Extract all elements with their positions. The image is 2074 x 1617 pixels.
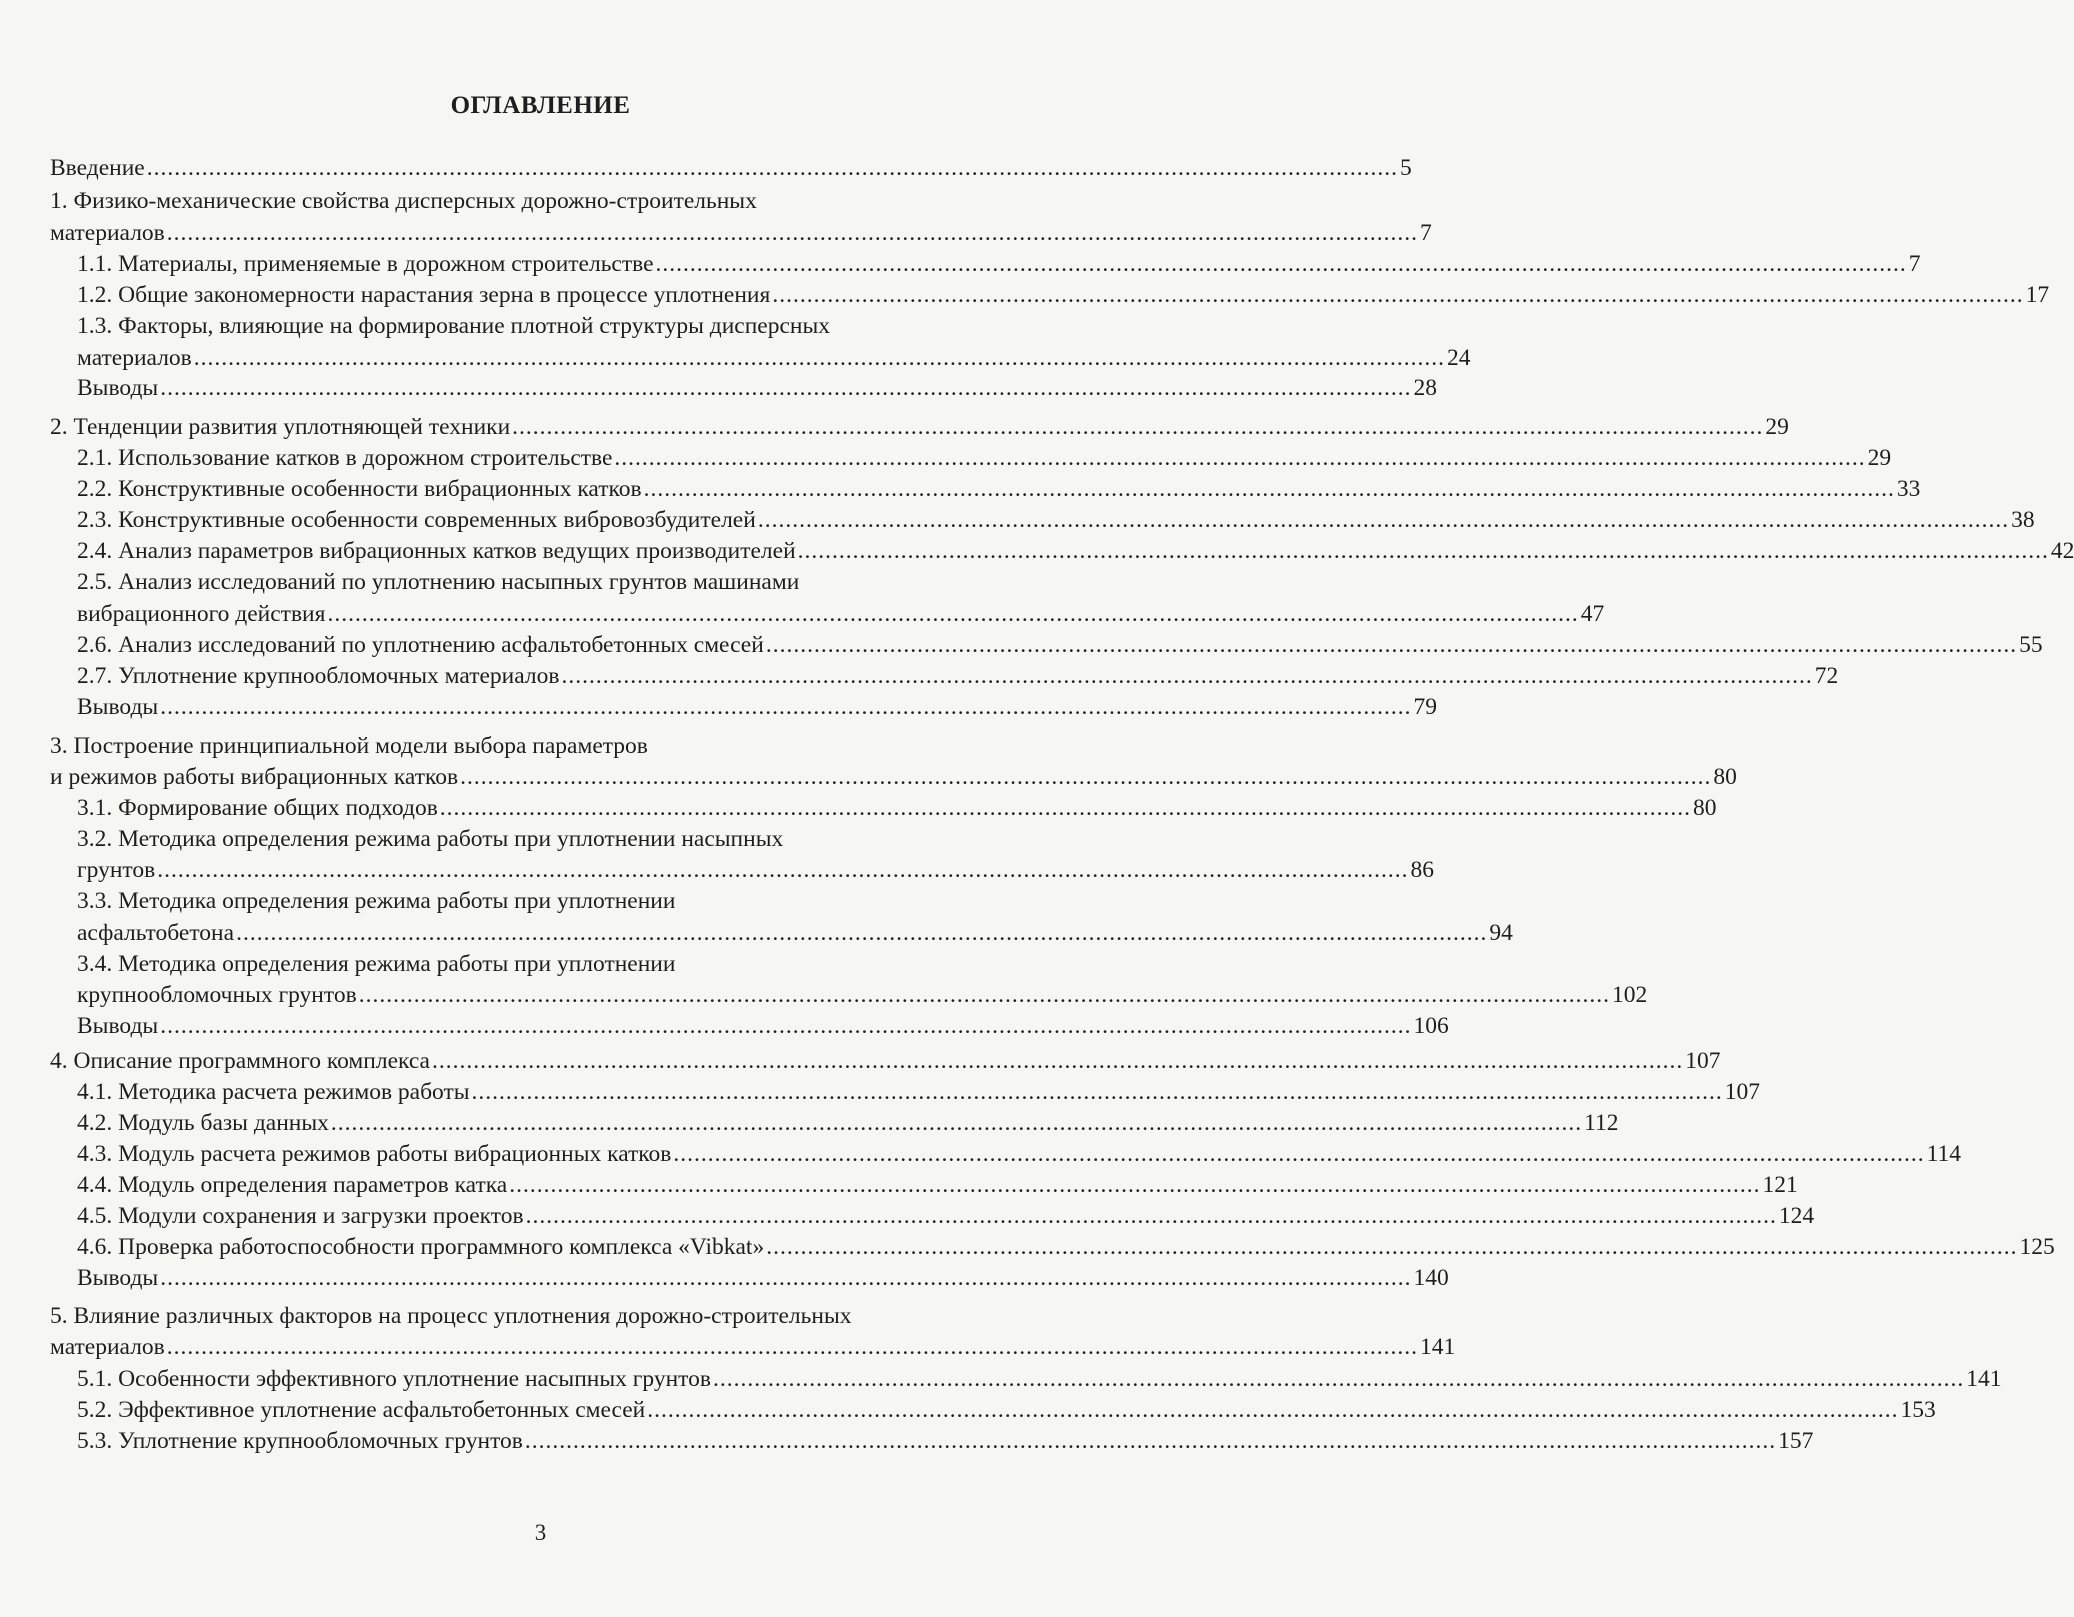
toc-entry-title: вибрационного действия: [77, 601, 326, 627]
dot-leader: ......................................................................................................................................................................................: [673, 1141, 1925, 1167]
toc-entry-title: 4.5. Модули сохранения и загрузки проектов: [77, 1203, 524, 1229]
toc-entry-title: 2. Тенденции развития уплотняющей техники: [50, 414, 511, 440]
toc-entry: [77, 1170, 1798, 1201]
toc-entry-page: 79: [1413, 694, 1437, 720]
dot-leader: ......................................................................................................................................................................................: [157, 857, 1409, 883]
dot-leader: ......................................................................................................................................................................................: [512, 414, 1764, 440]
toc-entry: [77, 1263, 1449, 1294]
page-number: 3: [534, 1520, 547, 1545]
toc-entry-page: 124: [1778, 1203, 1815, 1229]
dot-leader: ......................................................................................................................................................................................: [146, 155, 1398, 181]
toc-entry-title: крупнообломочных грунтов: [77, 982, 357, 1008]
toc-entry-title: 5.2. Эффективное уплотнение асфальтобетонных смесей: [77, 1397, 646, 1423]
dot-leader: ......................................................................................................................................................................................: [431, 1048, 1684, 1074]
dot-leader: ......................................................................................................................................................................................: [772, 282, 2024, 308]
dot-leader: ......................................................................................................................................................................................: [712, 1366, 1965, 1392]
dot-leader: ......................................................................................................................................................................................: [471, 1079, 1723, 1105]
dot-leader: ......................................................................................................................................................................................: [160, 1013, 1412, 1039]
toc-entry-page: 80: [1693, 795, 1717, 821]
toc-entry: [77, 536, 2074, 567]
toc-entry-title: и режимов работы вибрационных катков: [50, 764, 459, 790]
toc-entry-title: 2.1. Использование катков в дорожном строительстве: [77, 445, 613, 471]
toc-entry-title: Выводы: [77, 694, 159, 720]
toc-entry: [50, 1332, 1456, 1363]
toc-entry-title: 3.1. Формирование общих подходов: [77, 795, 438, 821]
toc-entry: [50, 1046, 1721, 1077]
toc-entry-first-line: 5. Влияние различных факторов на процесс уплотнения дорожно-строительных: [50, 1303, 852, 1329]
toc-entry-page: 107: [1724, 1079, 1761, 1105]
dot-leader: ......................................................................................................................................................................................: [460, 764, 1712, 790]
toc-entry-title: 4. Описание программного комплекса: [50, 1048, 430, 1074]
toc-entry: [77, 855, 1434, 886]
toc-entry: [77, 980, 1648, 1011]
toc-entry-page: 157: [1778, 1428, 1814, 1454]
toc-entry-page: 140: [1413, 1265, 1449, 1291]
toc-entry: [77, 1077, 1761, 1108]
dot-leader: ......................................................................................................................................................................................: [614, 445, 1866, 471]
toc-entry-page: 33: [1896, 476, 1921, 502]
dot-leader: ......................................................................................................................................................................................: [655, 251, 1907, 277]
toc-entry-page: 114: [1926, 1141, 1961, 1167]
dot-leader: ......................................................................................................................................................................................: [160, 375, 1412, 401]
toc-entry-page: 80: [1713, 764, 1737, 790]
toc-entry-title: 5.3. Уплотнение крупнообломочных грунтов: [77, 1428, 523, 1454]
toc-entry-first-line: 3.4. Методика определения режима работы при уплотнении: [77, 951, 676, 977]
toc-entry-page: 121: [1762, 1172, 1798, 1198]
toc-entry: [77, 280, 2050, 311]
toc-entry-page: 5: [1399, 155, 1412, 181]
toc-entry: [77, 1426, 1814, 1457]
toc-entry-first-line: 1. Физико-механические свойства дисперсных дорожно-строительных: [50, 188, 757, 214]
dot-leader: ......................................................................................................................................................................................: [160, 694, 1412, 720]
toc-entry-page: 55: [2019, 632, 2043, 658]
toc-entry-title: Выводы: [77, 1013, 159, 1039]
toc-entry: [77, 661, 1839, 692]
toc-entry-title: 2.6. Анализ исследований по уплотнению асфальтобетонных смесей: [77, 632, 764, 658]
dot-leader: ......................................................................................................................................................................................: [166, 220, 1419, 246]
toc-entry: [77, 1364, 2002, 1395]
toc-entry-page: 29: [1867, 445, 1892, 471]
toc-entry-page: 125: [2019, 1234, 2055, 1260]
toc-entry-page: 42: [2050, 538, 2074, 564]
toc-entry-title: 4.6. Проверка работоспособности программного комплекса «Vibkat»: [77, 1234, 765, 1260]
toc-entry-title: асфальтобетона: [77, 920, 235, 946]
toc-entry-title: Выводы: [77, 375, 159, 401]
dot-leader: ......................................................................................................................................................................................: [193, 345, 1446, 371]
dot-leader: ......................................................................................................................................................................................: [439, 795, 1692, 821]
toc-entry-page: 29: [1765, 414, 1789, 440]
toc-entry: [77, 1232, 2055, 1263]
dot-leader: ......................................................................................................................................................................................: [524, 1428, 1777, 1454]
toc-entry-title: 2.3. Конструктивные особенности современных вибровозбудителей: [77, 507, 756, 533]
dot-leader: ......................................................................................................................................................................................: [509, 1172, 1761, 1198]
toc-entry-title: 1.2. Общие закономерности нарастания зерна в процессе уплотнения: [77, 282, 771, 308]
toc-entry-page: 141: [1420, 1334, 1456, 1360]
toc-entry-title: материалов: [77, 345, 192, 371]
toc-entry-title: 4.1. Методика расчета режимов работы: [77, 1079, 470, 1105]
toc-entry: [77, 1011, 1449, 1042]
toc-entry-first-line: 3.2. Методика определения режима работы при уплотнении насыпных: [77, 826, 784, 852]
toc-entry: [77, 1395, 1936, 1426]
toc-entry-page: 102: [1611, 982, 1648, 1008]
toc-entry-title: 2.2. Конструктивные особенности вибрационных катков: [77, 476, 642, 502]
toc-entry: [50, 412, 1789, 443]
toc-entry-page: 38: [2011, 507, 2035, 533]
dot-leader: ......................................................................................................................................................................................: [330, 1110, 1583, 1136]
dot-leader: ......................................................................................................................................................................................: [765, 632, 2018, 658]
toc-entry: [77, 599, 1605, 630]
toc-entry-page: 141: [1966, 1366, 2002, 1392]
toc-entry: [50, 762, 1737, 793]
toc-entry: [77, 692, 1437, 723]
toc-entry: [77, 373, 1437, 404]
toc-entry-page: 106: [1413, 1013, 1449, 1039]
toc-entry-page: 24: [1447, 345, 1471, 371]
dot-leader: ......................................................................................................................................................................................: [525, 1203, 1777, 1229]
toc-entry-title: 1.1. Материалы, применяемые в дорожном строительстве: [77, 251, 654, 277]
toc-entry: [50, 218, 1432, 249]
dot-leader: ......................................................................................................................................................................................: [643, 476, 1895, 502]
dot-leader: ......................................................................................................................................................................................: [160, 1265, 1412, 1291]
toc-entry: [77, 343, 1471, 374]
dot-leader: ......................................................................................................................................................................................: [327, 601, 1579, 627]
toc-entry: [77, 918, 1513, 949]
dot-leader: ......................................................................................................................................................................................: [797, 538, 2049, 564]
page-title: ОГЛАВЛЕНИЕ: [450, 92, 631, 119]
toc-entry-first-line: 3.3. Методика определения режима работы при уплотнении: [77, 888, 676, 914]
toc-entry-title: 5.1. Особенности эффективного уплотнение насыпных грунтов: [77, 1366, 711, 1392]
toc-entry-page: 94: [1489, 920, 1513, 946]
toc-entry: [77, 249, 1921, 280]
toc-entry-page: 112: [1584, 1110, 1619, 1136]
toc-entry-page: 72: [1814, 663, 1839, 689]
toc-entry-title: Введение: [50, 155, 145, 181]
dot-leader: ......................................................................................................................................................................................: [766, 1234, 2018, 1260]
dot-leader: ......................................................................................................................................................................................: [561, 663, 1813, 689]
toc-entry: [50, 153, 1412, 184]
toc-entry-page: 17: [2025, 282, 2050, 308]
toc-entry: [77, 1139, 1961, 1170]
dot-leader: ......................................................................................................................................................................................: [757, 507, 2010, 533]
toc-entry-title: грунтов: [77, 857, 156, 883]
toc-entry: [77, 1108, 1619, 1139]
dot-leader: ......................................................................................................................................................................................: [236, 920, 1488, 946]
toc-entry-page: 47: [1580, 601, 1605, 627]
toc-entry-title: 4.3. Модуль расчета режимов работы вибрационных катков: [77, 1141, 672, 1167]
toc-entry-page: 7: [1420, 220, 1432, 246]
toc-entry-page: 28: [1413, 375, 1437, 401]
toc-entry-page: 107: [1685, 1048, 1721, 1074]
toc-entry: [77, 1201, 1815, 1232]
toc-entry-title: материалов: [50, 1334, 165, 1360]
toc-entry: [77, 505, 2035, 536]
toc-entry-title: 2.7. Уплотнение крупнообломочных материалов: [77, 663, 560, 689]
toc-entry: [77, 443, 1892, 474]
toc-entry: [77, 630, 2043, 661]
toc-entry-title: Выводы: [77, 1265, 159, 1291]
toc-entry-title: 2.4. Анализ параметров вибрационных катков ведущих производителей: [77, 538, 796, 564]
toc-entry: [77, 793, 1717, 824]
toc-entry-title: материалов: [50, 220, 165, 246]
toc-entry-first-line: 3. Построение принципиальной модели выбора параметров: [50, 733, 648, 759]
dot-leader: ......................................................................................................................................................................................: [166, 1334, 1419, 1360]
toc-entry-page: 153: [1900, 1397, 1936, 1423]
toc-entry-first-line: 1.3. Факторы, влияющие на формирование плотной структуры дисперсных: [77, 313, 830, 339]
toc-entry-title: 4.4. Модуль определения параметров катка: [77, 1172, 508, 1198]
dot-leader: ......................................................................................................................................................................................: [358, 982, 1610, 1008]
toc-entry-page: 7: [1908, 251, 1921, 277]
toc-entry-title: 4.2. Модуль базы данных: [77, 1110, 329, 1136]
toc-entry-first-line: 2.5. Анализ исследований по уплотнению насыпных грунтов машинами: [77, 569, 800, 595]
dot-leader: ......................................................................................................................................................................................: [647, 1397, 1899, 1423]
toc-entry: [77, 474, 1921, 505]
toc-entry-page: 86: [1410, 857, 1434, 883]
